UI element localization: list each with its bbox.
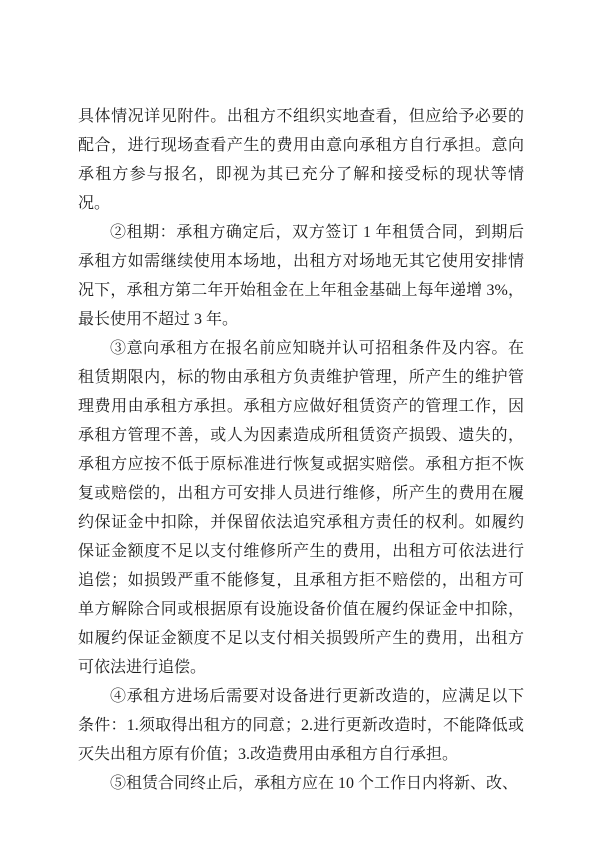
document-text-block: [78, 102, 524, 798]
paragraph-item-5-termination: ⑤租赁合同终止后，承租方应在 10 个工作日内将新、改、: [110, 775, 519, 792]
paragraph-continuation: 具体情况详见附件。出租方不组织实地查看，但应给予必要的配合，进行现场查看产生的费用由意向承租方自行承担。意向承租方参与报名，即视为其已充分了解和接受标的现状等情况。: [78, 108, 524, 212]
paragraph-item-4-renovation: ④承租方进场后需要对设备进行更新改造的，应满足以下条件：1.须取得出租方的同意；2.进行更新改造时，不能降低或灭失出租方原有价值；3.改造费用由承租方自行承担。: [78, 688, 524, 763]
paragraph-item-3-conditions: ③意向承租方在报名前应知晓并认可招租条件及内容。在租赁期限内，标的物由承租方负责维护管理，所产生的维护管理费用由承租方承担。承租方应做好租赁资产的管理工作，因承租方管理不善，或人为因素造成所租赁资产损毁、遗失的，承租方应按不低于原标准进行恢复或据实赔偿。承租方拒不恢复或赔偿的，出租方可安排人员进行维修，所产生的费用在履约保证金中扣除，并保留依法追究承租方责任的权利。如履约保证金额度不足以支付维修所产生的费用，出租方可依法进行追偿；如损毁严重不能修复，且承租方拒不赔偿的，出租方可单方解除合同或根据原有设施设备价值在履约保证金中扣除，如履约保证金额度不足以支付相关损毁所产生的费用，出租方可依法进行追偿。: [78, 340, 524, 676]
paragraph-item-2-lease-term: ②租期：承租方确定后，双方签订 1 年租赁合同，到期后承租方如需继续使用本场地，出租方对场地无其它使用安排情况下，承租方第二年开始租金在上年租金基础上每年递增 3%，最长使用不超过 3 年。: [78, 224, 524, 328]
